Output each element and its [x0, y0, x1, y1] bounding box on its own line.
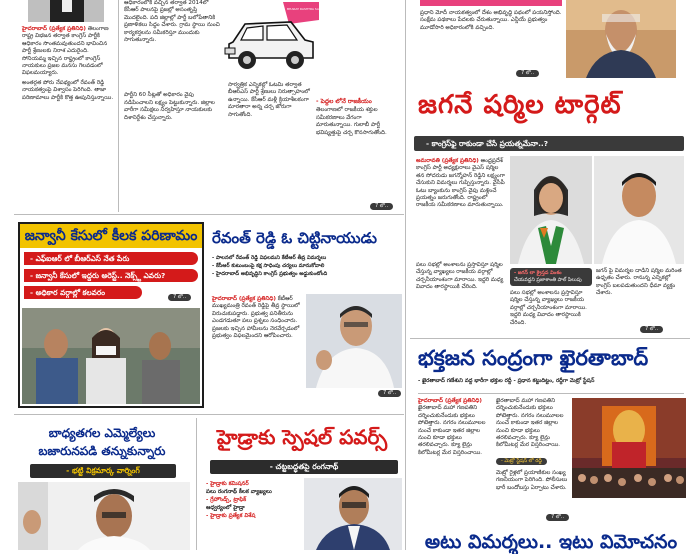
ranganath-photo [304, 478, 402, 550]
jagan-more-pill[interactable]: 7 లో.. [640, 326, 663, 333]
revanth-bullet-3: - హైదరాబాద్ అభివృద్ధిని కాంగ్రెస్ ప్రభుత్వం అడ్డుకుంటోంది [212, 271, 328, 277]
janwani-bullet-2: - జన్వానీ కేసులో ఇద్దరు అరెస్ట్.. నెక్స్ట్ ఎవరు? [24, 269, 198, 282]
janwani-bullet-3: - అధికార వర్గాల్లో కలవరం [24, 286, 142, 299]
jagan-article4: జగన్ పై విమర్శల దాడిని షర్మిల మరింత ఉధృతం చేశారు. రానున్న ఎన్నికల్లో కాంగ్రెస్ బలపడుతుందని ధీమా వ్యక్తం చేశారు. [596, 268, 682, 297]
revanth-bullet-2: - కేసీఆర్ కుటుంబంపై కక్ష సాధింపు చర్యలు మానుకోవాలి [212, 263, 325, 269]
janwani-bullet-1: - ఎఫ్ఐఆర్ లో బీఆర్ఎస్ నేత పేరు [24, 252, 198, 265]
khairatabad-article: హైదరాబాద్ (ప్రత్యేక ప్రతినిధి) ఖైరతాబాద్ మహా గణపతిని దర్శించుకునేందుకు భక్తులు పోటెత్తారు. నగరం నలుమూలల నుంచే కాకుండా ఇతర జిల్లాల నుంచి కూడా భక్తులు తరలివచ్చారు. క్యూ లైన్లు కిలోమీటర్ల మేర విస్తరించాయి. [418, 398, 486, 456]
ktr-photo [306, 294, 402, 388]
top-middle2-article: సార్వత్రిక ఎన్నికల్లో ఓటమి తర్వాత బీఆర్ఎస్ పార్టీ శ్రేణులు నిరుత్సాహంలో ఉన్నాయి. కేసీఆర్ మళ్లీ క్రియాశీలకంగా మారతారా అన్న చర్చ జోరుగా సాగుతోంది. - పెద్దల లోనే రాజకీయం తెలంగాణలో రాజకీయ శక్తుల సమీకరణాలు వేగంగా మారుతున్నాయి. గులాబీ పార్టీ భవిష్యత్తుపై చర్చ కొనసాగుతోంది. [228, 82, 398, 212]
janwani-more-pill[interactable]: 7 లో.. [168, 294, 191, 301]
top-middle-article: ఆధికారంలోకి వచ్చిన తర్వాత 2014లో కేసీఆర్ పాలనపై ప్రజల్లో అసంతృప్తి మొదలైంది. పది జిల్లాల్లో పార్టీ బలోపేతానికి ప్రణాళికలు సిద్ధం చేశారు. గ్రామ స్థాయి నుంచి కార్యకర్తలను సమీకరిస్తూ ముందుకు సాగుతున్నారు. పార్టీని 60 సీట్లతో అధికారం వైపు నడిపించాలని లక్ష్యం పెట్టుకున్నారు. జిల్లాల వారీగా సమీక్షలు నిర్వహిస్తూ నాయకులకు దిశానిర్దేశం చేస్తున్నారు. [124, 0, 220, 121]
jagan-subhead-bar: - కాంగ్రెస్‌ఫై రాకుండా చేసే ప్రయత్నమేనా..? [414, 136, 684, 151]
top-left-article: హైదరాబాద్ (ప్రత్యేక ప్రతినిధి) తెలంగాణ రాష్ట్ర విభజన తర్వాత కాంగ్రెస్ పార్టీకి ఆధికారం సొంతమవుతుందని భావించిన పార్టీ శ్రేణులకు నిరాశ ఎదురైంది. సోనియమ్మ ఇచ్చిన రాష్ట్రంలో కాంగ్రెస్ నాయకులు ప్రజల మనసు గెలవడంలో విఫలమయ్యారు. అంతర్గత పోరు నేపథ్యంలో రేవంత్ రెడ్డి నాయకత్వంపై విశ్వాసం పెరిగింది. తాజా పరిణామాలు పార్టీకి కొత్త ఊపునిస్తున్నాయి. [22, 26, 114, 101]
top-right-article: ప్రధాని మోదీ నాయకత్వంలో దేశం అభివృద్ధి పథంలో పయనిస్తోంది. సంక్షేమ పథకాలు పేదలకు చేరుతున్నాయి. ఎన్డీయే ప్రభుత్వం మూడోసారి అధికారంలోకి వచ్చింది. [420, 10, 562, 31]
bhatti-headline: బాధ్యతగల ఎమ్మెల్యేలు బజారునపడి తన్నుకున్నారు [38, 426, 166, 458]
hydra-bullet-1: - హైడ్రాకు కమిషనర్ [206, 481, 249, 487]
revanth-more-pill[interactable]: 7 లో.. [378, 390, 401, 397]
khairatabad-more-pill[interactable]: 7 లో.. [546, 514, 569, 521]
car-image [223, 0, 328, 80]
janwani-photo [22, 308, 200, 404]
ganesh-photo [572, 398, 686, 498]
khairatabad-headline: భక్తజన సంద్రంగా ఖైరతాబాద్ [418, 346, 649, 370]
janwani-headline: జన్వానీ కేసులో కీలక పరిణామం [20, 224, 202, 248]
hydra-sub-bar: - చట్టబద్ధతపై రంగనాథ్ [210, 460, 398, 474]
sharmila-photo [510, 156, 592, 264]
top-left-byline: హైదరాబాద్ (ప్రత్యేక ప్రతినిధి) [22, 26, 86, 32]
bhatti-sub-bar: - భట్టి విక్రమార్క వార్నింగ్ [30, 464, 176, 478]
jagan-headline: జగనే షర్మిల టార్గెట్ [418, 90, 622, 120]
janwani-box [18, 222, 204, 408]
khairatabad-article2: ఖైరతాబాద్ మహా గణపతిని దర్శించుకునేందుకు భక్తులు పోటెత్తారు. నగరం నలుమూలల నుంచే కాకుండా ఇతర జిల్లాల నుంచి కూడా భక్తులు తరలివచ్చారు. క్యూ లైన్లు కిలోమీటర్ల మేర విస్తరించాయి. [496, 398, 564, 449]
hydra-bullet-3: - గ్రేహౌండ్స్, ట్రాఫిక్ [206, 497, 247, 503]
hydra-bullet-4: ఆధ్వర్యంలో హైడ్రా [206, 505, 245, 511]
khairatabad-subhead: - ఖైరతాబాద్ గణేశుని వద్ద భారీగా భక్తుల రద్దీ - ప్రధాన కట్టుదిట్టం, రద్దీగా మెట్రో స్టేషన్ [418, 378, 684, 394]
jagan-article3: పలు సభల్లో అంశాలను ప్రస్తావిస్తూ షర్మిల చేస్తున్న వ్యాఖ్యలు రాజకీయ వర్గాల్లో చర్చనీయాంశంగా మారాయి. ఇద్దరి మధ్య వివాదం తారస్థాయికి చేరింది. [510, 290, 587, 326]
top-right-more-pill[interactable]: 7 లో.. [516, 70, 539, 77]
bottom-right-headline: అటు విమర్శలు.. ఇటు విమోచనం [424, 531, 678, 553]
hydra-bullet-2: పలు రంగనాథ్ కీలక వ్యాఖ్యలు [206, 489, 272, 495]
jagan-photo [594, 156, 684, 264]
top-middle-more-pill[interactable]: 7 లో.. [370, 203, 393, 210]
revanth-bullets [212, 254, 404, 290]
hydra-bullets [206, 480, 302, 550]
top-left-photo [28, 0, 104, 22]
bullet-subhead: - పెద్దల లోనే రాజకీయం [316, 98, 372, 105]
jagan-pill: - జగన్ లా క్రైస్తవ వింశం చేయవద్దని ప్రజాశాంతి పాల్ పిలుపు [510, 268, 592, 286]
hydra-bullet-5: - హైడ్రాకు ప్రత్యేక విశేష [206, 513, 256, 519]
revanth-bullet-1: - పాలనలో రేవంత్ రెడ్డి విఫలమని కేటీఆర్ తీవ్ర విమర్శలు [212, 255, 327, 261]
jagan-article2: పలు సభల్లో అంశాలను ప్రస్తావిస్తూ షర్మిల చేస్తున్న వ్యాఖ్యలు రాజకీయ వర్గాల్లో చర్చనీయాంశంగా మారాయి. ఇద్దరి మధ్య వివాదం తారస్థాయికి చేరింది. [416, 262, 504, 291]
bhatti-photo [18, 482, 190, 550]
jagan-article: అమరావతి (ప్రత్యేక ప్రతినిధి) ఆంధ్రప్రదేశ్ కాంగ్రెస్ పార్టీ అధ్యక్షురాలు వైఎస్ షర్మిల తన సోదరుడు జగన్మోహన్ రెడ్డిని లక్ష్యంగా చేసుకుని విమర్శలు గుప్పిస్తున్నారు. వైసీపీ ఓటు బ్యాంకును కాంగ్రెస్ వైపు మళ్లించే ప్రయత్నం జరుగుతోంది. రాష్ట్రంలో రాజకీయ సమీకరణాలు మారుతున్నాయి. [416, 158, 505, 209]
top-right-header-band [420, 0, 562, 6]
car-badge-text: BHARAT RASHTRA SAMITHI [287, 7, 328, 11]
modi-photo [566, 0, 676, 78]
khairatabad-pill: - మెట్రో స్టేషన్ లో రద్దీ [496, 458, 547, 465]
revanth-headline: రేవంత్ రెడ్డి ఓ చిట్టినాయుడు [212, 229, 377, 247]
hydra-headline: హైడ్రాకు స్పెషల్ పవర్స్ [216, 425, 388, 449]
revanth-article: హైదరాబాద్ (ప్రత్యేక ప్రతినిధి) కేటీఆర్ ముఖ్యమంత్రి రేవంత్ రెడ్డిపై తీవ్ర స్థాయిలో విరుచుకుపడ్డారు. ప్రభుత్వ పనితీరును ఎండగడుతూ పలు ప్రశ్నలు సంధించారు. ప్రజలకు ఇచ్చిన హామీలను నెరవేర్చడంలో ప్రభుత్వం విఫలమైందని ఆరోపించారు. [212, 296, 300, 340]
khairatabad-article3: మెట్రో రైళ్లలో ప్రయాణికుల సంఖ్య గణనీయంగా పెరిగింది. పోలీసులు భారీ బందోబస్తు ఏర్పాటు చేశారు. [496, 470, 568, 491]
